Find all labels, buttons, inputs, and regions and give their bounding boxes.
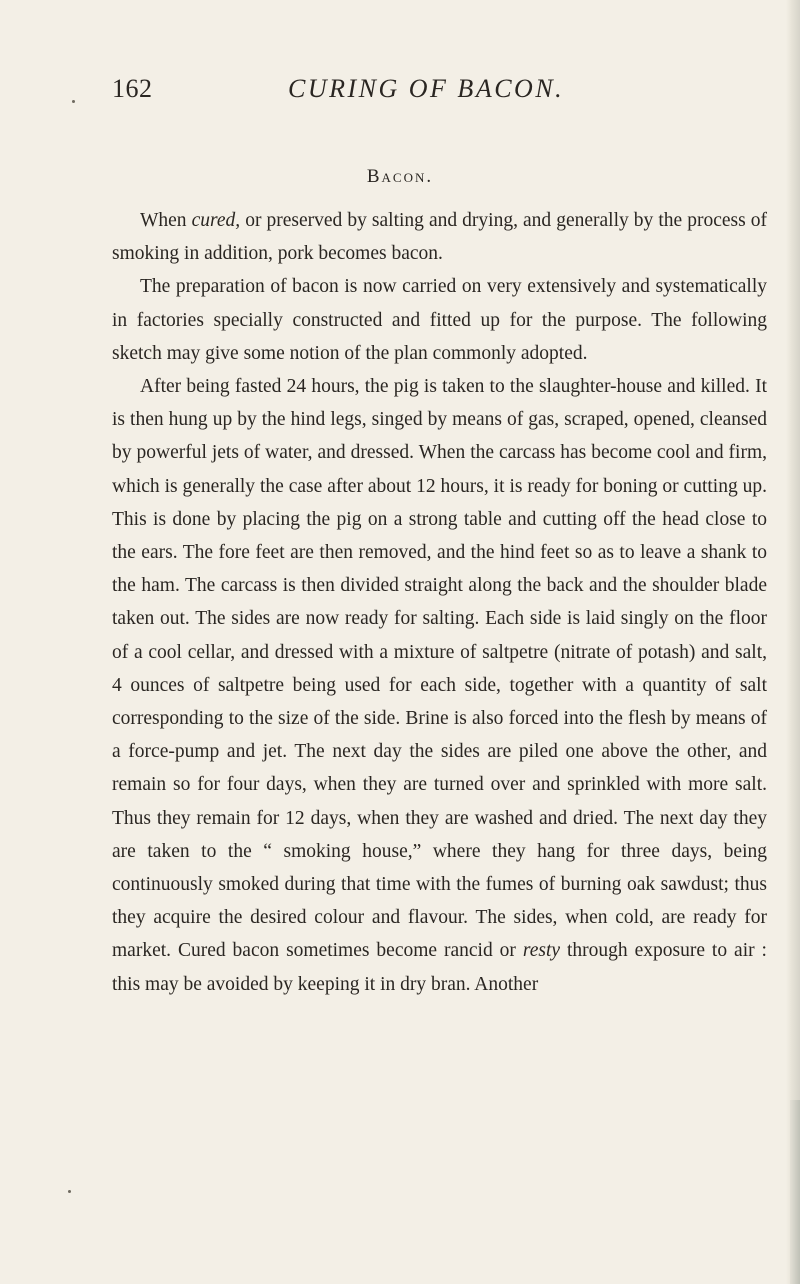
paragraph-2: The preparation of bacon is now carried on very extensively and systematically in factories specially constructed and fitted up for the purpose. The following sketch may give some notion of the plan commonly adopted. xyxy=(112,276,767,364)
section-title: Bacon. xyxy=(366,166,434,187)
page-edge-shadow xyxy=(786,0,800,1284)
page-number: 162 xyxy=(112,74,153,103)
paragraph-3 xyxy=(112,370,767,1001)
page-edge-wear xyxy=(790,1100,800,1284)
body-text xyxy=(112,204,767,1001)
paragraph-1 xyxy=(112,204,767,270)
print-speck xyxy=(72,100,75,103)
paragraph-1-italic-term: cured, xyxy=(191,210,241,231)
paragraph-3-rest: through exposure to air : this may be avoided by keeping it in dry bran. Another xyxy=(112,940,767,995)
paragraph-1-lead: When xyxy=(140,210,192,231)
paragraph-3-italic-term: resty xyxy=(522,940,561,962)
paragraph-3-lead: After being fasted 24 hours, the pig is taken to the slaughter-house and killed. It is then hung up by the hind legs, singed by means of gas, scraped, opened, cleansed by powerful jets of water, and dressed. When the carcass has become cool and firm, which is generally the case after about 12 hours, it is ready for boning or cutting up. This is done by placing the pig on a strong table and cutting off the head close to the ears. The fore feet are then removed, and the hind feet so as to leave a shank to the ham. The carcass is then divided straight along the back and the shoulder blade taken out. The sides are now ready for salting. Each side is laid singly on the floor of a cool cellar, and dressed with a mixture of saltpetre (nitrate of potash) and salt, 4 ounces of saltpetre being used for each side, together with a quantity of salt corresponding to the size of the side. Brine is also forced into the flesh by means of a force-pump and jet. The next day the sides are piled one above the other, and remain so for four days, when they are turned over and sprinkled with more salt. Thus they remain for 12 days, when they are washed and dried. The next day they are taken to the “ smoking house,” where they hang for three days, being continuously smoked during that time with the fumes of burning oak sawdust; thus they acquire the desired colour and flavour. The sides, when cold, are ready for market. Cured bacon sometimes become rancid or xyxy=(112,376,767,962)
page-header xyxy=(0,74,800,114)
print-speck xyxy=(68,1190,71,1193)
running-head: CURING OF BACON. xyxy=(288,74,565,103)
paragraph-1-rest: or preserved by salting and drying, and generally by the process of smoking in addition, pork becomes bacon. xyxy=(112,210,767,265)
